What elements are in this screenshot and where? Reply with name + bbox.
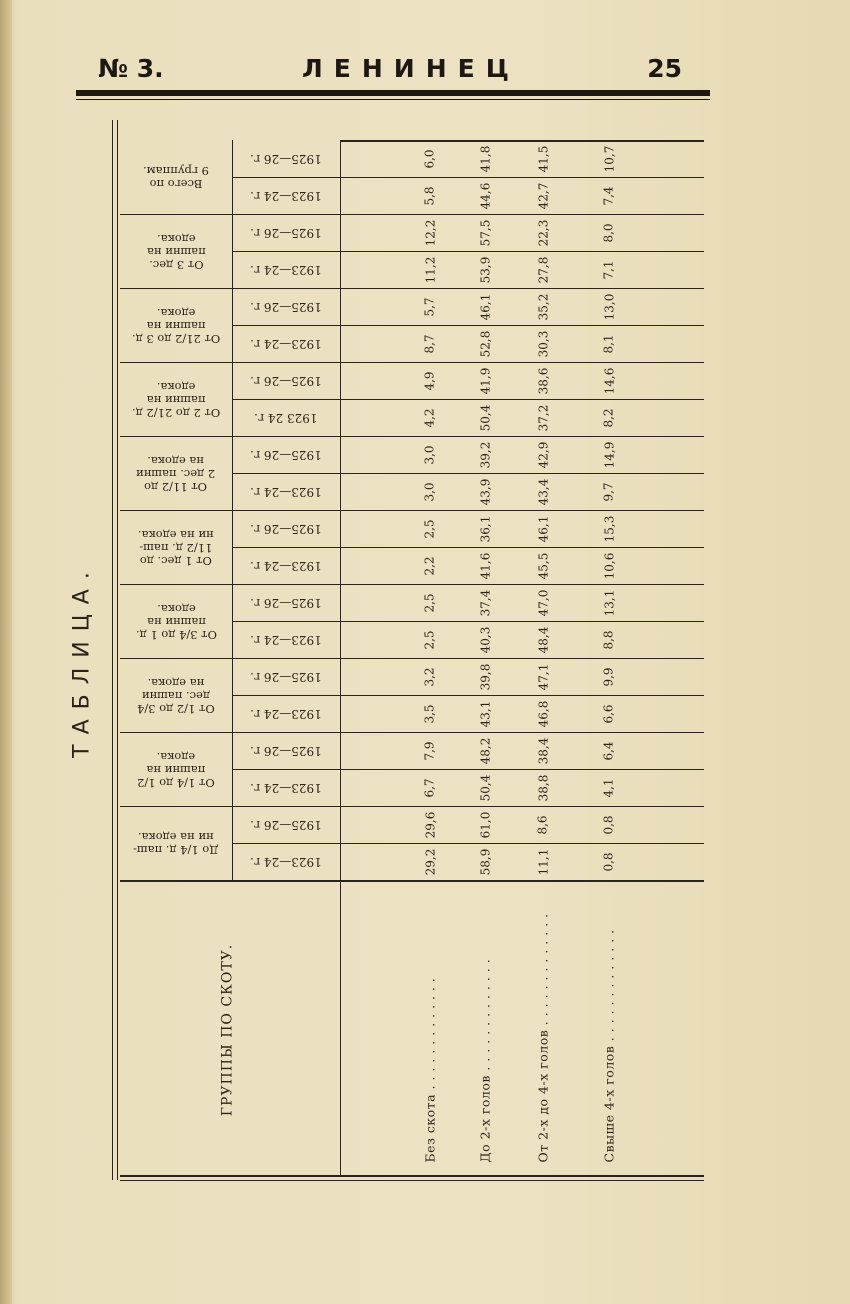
row-label: Без скота (422, 1093, 438, 1163)
year-cell (232, 214, 340, 251)
value: 22,3 (536, 219, 550, 246)
group-label-cell (120, 732, 232, 806)
value: 40,3 (478, 626, 492, 653)
value: 41,5 (536, 145, 550, 172)
value: 15,3 (602, 515, 616, 542)
value-cell (408, 843, 452, 880)
year-cell (232, 510, 340, 547)
year-cell (232, 732, 340, 769)
page-spine-shadow (0, 0, 12, 1304)
value-cell (521, 732, 565, 769)
value: 3,2 (423, 666, 437, 687)
value-cell (587, 214, 631, 251)
year-label: 1925—26 г. (250, 299, 322, 314)
year-label: 1925—26 г. (250, 225, 322, 240)
year-label: 1925—26 г. (250, 373, 322, 388)
header-rule-thin (76, 99, 710, 100)
value: 9,7 (602, 481, 616, 502)
value-cell (521, 769, 565, 806)
year-cell (232, 658, 340, 695)
value: 29,2 (423, 848, 437, 875)
value-cell (463, 140, 507, 177)
value: 6,4 (602, 740, 616, 761)
value: 8,0 (602, 222, 616, 243)
value-cell (463, 584, 507, 621)
value-cell (408, 251, 452, 288)
year-cell (232, 177, 340, 214)
value-cell (587, 473, 631, 510)
value-cell (521, 288, 565, 325)
value: 6,0 (423, 148, 437, 169)
value-cell (408, 140, 452, 177)
value: 10,7 (602, 145, 616, 172)
value: 57,5 (478, 219, 492, 246)
year-cell (232, 399, 340, 436)
value: 10,6 (602, 552, 616, 579)
value-cell (408, 325, 452, 362)
value-cell (587, 362, 631, 399)
value-cell (521, 436, 565, 473)
value-cell (587, 510, 631, 547)
value: 46,8 (536, 700, 550, 727)
value: 11,2 (423, 256, 437, 283)
value-cell (463, 806, 507, 843)
year-cell (232, 584, 340, 621)
year-label: 1923 24 г. (254, 410, 318, 425)
value: 41,9 (478, 367, 492, 394)
stub-row-cell (469, 882, 749, 1173)
value: 42,9 (536, 441, 550, 468)
value: 3,0 (423, 481, 437, 502)
value-cell (463, 325, 507, 362)
table-border (117, 120, 118, 1180)
value-cell (521, 177, 565, 214)
value-cell (408, 695, 452, 732)
value-cell (463, 473, 507, 510)
value: 46,1 (536, 515, 550, 542)
year-cell (232, 473, 340, 510)
value: 39,8 (478, 663, 492, 690)
value: 7,4 (602, 185, 616, 206)
value: 14,9 (602, 441, 616, 468)
value: 2,5 (423, 592, 437, 613)
value: 48,2 (478, 737, 492, 764)
value: 9,9 (602, 666, 616, 687)
value-cell (521, 510, 565, 547)
value: 36,1 (478, 515, 492, 542)
value-cell (521, 140, 565, 177)
value: 35,2 (536, 293, 550, 320)
value: 5,8 (423, 185, 437, 206)
value: 6,7 (423, 777, 437, 798)
table-bottom-rule (120, 1180, 704, 1181)
value: 4,1 (602, 777, 616, 798)
data-table (112, 120, 710, 1186)
row-label: До 2-х голов (477, 1075, 493, 1163)
value: 3,5 (423, 703, 437, 724)
issue-number: № 3. (98, 54, 164, 83)
group-label-cell (120, 658, 232, 732)
value: 41,8 (478, 145, 492, 172)
value: 13,0 (602, 293, 616, 320)
year-label: 1925—26 г. (250, 817, 322, 832)
value-cell (587, 732, 631, 769)
value: 8,2 (602, 407, 616, 428)
value-cell (587, 177, 631, 214)
value: 47,0 (536, 589, 550, 616)
value: 5,7 (423, 296, 437, 317)
value-cell (463, 177, 507, 214)
value-cell (587, 140, 631, 177)
value-cell (521, 658, 565, 695)
value: 7,9 (423, 740, 437, 761)
value-cell (521, 806, 565, 843)
year-label: 1925—26 г. (250, 521, 322, 536)
value-cell (463, 251, 507, 288)
value: 53,9 (478, 256, 492, 283)
value: 29,6 (423, 811, 437, 838)
value: 7,1 (602, 259, 616, 280)
year-cell (232, 436, 340, 473)
value: 3,0 (423, 444, 437, 465)
value: 43,1 (478, 700, 492, 727)
value-cell (463, 843, 507, 880)
year-cell (232, 325, 340, 362)
dot-leader: . . . . . . . . . . . . . (601, 929, 617, 1046)
value-cell (463, 769, 507, 806)
value-cell (521, 547, 565, 584)
value: 61,0 (478, 811, 492, 838)
column-rule (232, 140, 233, 880)
value: 8,8 (602, 629, 616, 650)
value: 41,6 (478, 552, 492, 579)
value-cell (463, 362, 507, 399)
value: 38,6 (536, 367, 550, 394)
row-label: Свыше 4-х голов (601, 1045, 617, 1163)
value-cell (587, 621, 631, 658)
value-cell (521, 325, 565, 362)
value: 42,7 (536, 182, 550, 209)
page-header (76, 54, 710, 88)
value-cell (587, 843, 631, 880)
value: 43,9 (478, 478, 492, 505)
value: 44,6 (478, 182, 492, 209)
group-label: До 1/4 д. паш- ни на едока. (133, 830, 219, 857)
value-cell (463, 695, 507, 732)
dot-leader: . . . . . . . . . . . . . (535, 913, 551, 1030)
value: 39,2 (478, 441, 492, 468)
year-label: 1925—26 г. (250, 743, 322, 758)
year-cell (232, 843, 340, 880)
value-cell (587, 806, 631, 843)
value-cell (587, 658, 631, 695)
year-label: 1925—26 г. (250, 669, 322, 684)
value: 14,6 (602, 367, 616, 394)
value-cell (521, 843, 565, 880)
group-label: От 3/4 до 1 д. пашни на едока. (135, 601, 217, 642)
value-cell (521, 214, 565, 251)
value-cell (408, 399, 452, 436)
year-label: 1923—24 г. (250, 780, 322, 795)
table-border (112, 120, 113, 1180)
header-rule-thick (76, 90, 710, 96)
value-cell (408, 362, 452, 399)
year-label: 1923—24 г. (250, 632, 322, 647)
value-cell (463, 399, 507, 436)
value: 47,1 (536, 663, 550, 690)
value: 0,8 (602, 851, 616, 872)
value: 38,4 (536, 737, 550, 764)
group-label: От 2 до 21/2 д. пашни на едока. (131, 379, 221, 420)
year-cell (232, 288, 340, 325)
group-label: От 1/4 до 1/2 пашни на едока. (137, 749, 215, 790)
value-cell (521, 584, 565, 621)
value: 4,2 (423, 407, 437, 428)
year-label: 1923—24 г. (250, 706, 322, 721)
value-cell (587, 547, 631, 584)
group-label-cell (120, 584, 232, 658)
group-label-cell (120, 214, 232, 288)
group-label: От 11/2 до 2 дес. пашни на едока. (136, 453, 216, 494)
year-label: 1923—24 г. (250, 262, 322, 277)
value-cell (408, 732, 452, 769)
dot-leader: . . . . . . . . . . . . . (477, 958, 493, 1076)
journal-title: ЛЕНИНЕЦ (302, 54, 520, 83)
value: 27,8 (536, 256, 550, 283)
value: 37,2 (536, 404, 550, 431)
year-cell (232, 362, 340, 399)
group-label-cell (120, 806, 232, 880)
group-label-cell (120, 140, 232, 214)
table-bottom-rule (120, 1175, 704, 1177)
group-label: От 1 дес. до 11/2 д. паш- ни на едока. (138, 527, 214, 568)
group-label-cell (120, 436, 232, 510)
value-cell (463, 214, 507, 251)
year-label: 1923—24 г. (250, 558, 322, 573)
group-label: Всего по 9 группам. (143, 164, 209, 191)
value-cell (587, 695, 631, 732)
value-cell (587, 251, 631, 288)
value-cell (408, 214, 452, 251)
value: 2,5 (423, 518, 437, 539)
year-label: 1923—24 г. (250, 484, 322, 499)
value: 52,8 (478, 330, 492, 357)
group-label: От 1/2 до 3/4 дес. пашни на едока. (137, 675, 215, 716)
year-cell (232, 140, 340, 177)
value-cell (587, 399, 631, 436)
group-label: От 3 дес. пашни на едока. (146, 231, 206, 272)
value-cell (521, 399, 565, 436)
value: 2,5 (423, 629, 437, 650)
value: 58,9 (478, 848, 492, 875)
value-cell (408, 584, 452, 621)
value-cell (521, 251, 565, 288)
value-cell (521, 695, 565, 732)
value: 11,1 (536, 848, 550, 875)
value-cell (408, 436, 452, 473)
year-cell (232, 251, 340, 288)
value-cell (587, 436, 631, 473)
value-cell (463, 547, 507, 584)
value-cell (408, 288, 452, 325)
value: 43,4 (536, 478, 550, 505)
value: 50,4 (478, 404, 492, 431)
year-label: 1923—24 г. (250, 188, 322, 203)
row-label: От 2-х до 4-х голов (535, 1029, 551, 1163)
value-cell (463, 436, 507, 473)
value: 6,6 (602, 703, 616, 724)
value: 13,1 (602, 589, 616, 616)
year-label: 1925—26 г. (250, 151, 322, 166)
table-title: ТАБЛИЦА. (69, 562, 95, 758)
value: 4,9 (423, 370, 437, 391)
year-cell (232, 806, 340, 843)
value: 45,5 (536, 552, 550, 579)
group-label: От 21/2 до 3 д. пашни на едока. (131, 305, 221, 346)
value: 12,2 (423, 219, 437, 246)
value: 48,4 (536, 626, 550, 653)
value-cell (521, 473, 565, 510)
year-cell (232, 695, 340, 732)
value: 30,3 (536, 330, 550, 357)
stub-header: ГРУППЫ ПО СКОТУ. (219, 943, 236, 1117)
value-cell (587, 584, 631, 621)
value-cell (587, 288, 631, 325)
value: 0,8 (602, 814, 616, 835)
year-cell (232, 621, 340, 658)
value-cell (587, 769, 631, 806)
group-label-cell (120, 288, 232, 362)
value-cell (408, 658, 452, 695)
value-cell (587, 325, 631, 362)
value-cell (521, 621, 565, 658)
dot-leader: . . . . . . . . . . . . . (422, 977, 438, 1094)
value-cell (463, 658, 507, 695)
value-cell (408, 547, 452, 584)
value: 46,1 (478, 293, 492, 320)
stub-header-cell (172, 890, 282, 1170)
year-label: 1925—26 г. (250, 447, 322, 462)
value-cell (408, 806, 452, 843)
stub-row-label (602, 893, 617, 1163)
value-cell (463, 510, 507, 547)
value-cell (408, 769, 452, 806)
value-cell (463, 621, 507, 658)
value: 8,1 (602, 333, 616, 354)
year-label: 1923—24 г. (250, 854, 322, 869)
value-cell (463, 288, 507, 325)
group-label-cell (120, 362, 232, 436)
value-cell (408, 177, 452, 214)
value: 8,6 (536, 814, 550, 835)
value-cell (463, 732, 507, 769)
page-number: 25 (647, 54, 682, 83)
group-label-cell (120, 510, 232, 584)
value-cell (408, 473, 452, 510)
value-cell (521, 362, 565, 399)
year-label: 1923—24 г. (250, 336, 322, 351)
value: 38,8 (536, 774, 550, 801)
year-cell (232, 769, 340, 806)
value: 8,7 (423, 333, 437, 354)
year-cell (232, 547, 340, 584)
value: 37,4 (478, 589, 492, 616)
value-cell (408, 621, 452, 658)
year-label: 1925—26 г. (250, 595, 322, 610)
value: 2,2 (423, 555, 437, 576)
value: 50,4 (478, 774, 492, 801)
value-cell (408, 510, 452, 547)
